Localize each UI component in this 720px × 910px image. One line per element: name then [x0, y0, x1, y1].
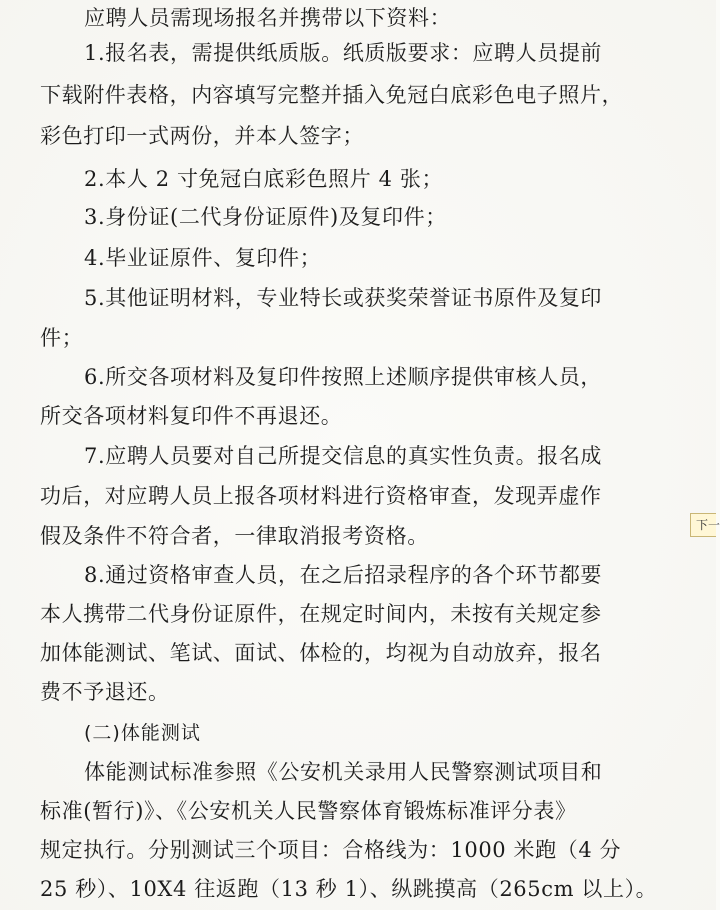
fitness-paragraph-line-3: 规定执行。分别测试三个项目：合格线为：1000 米跑（4 分 [40, 838, 622, 862]
item-7-line-3: 假及条件不符合者，一律取消报考资格。 [40, 524, 429, 548]
item-3: 3.身份证(二代身份证原件)及复印件； [84, 205, 447, 229]
item-6-line-2: 所交各项材料复印件不再退还。 [40, 404, 343, 428]
section-heading-fitness-test: (二)体能测试 [84, 722, 201, 744]
item-5-line-1: 5.其他证明材料，专业特长或获奖荣誉证书原件及复印 [84, 286, 603, 310]
item-7-line-2: 功后，对应聘人员上报各项材料进行资格审查，发现弄虚作 [40, 484, 602, 508]
fitness-paragraph-line-2: 标准(暂行)》、《公安机关人民警察体育锻炼标准评分表》 [40, 799, 577, 823]
item-1-line-3: 彩色打印一式两份，并本人签字； [40, 124, 364, 148]
item-8-line-2: 本人携带二代身份证原件，在规定时间内，未按有关规定参 [40, 602, 602, 626]
item-6-line-1: 6.所交各项材料及复印件按照上述顺序提供审核人员， [84, 365, 603, 389]
item-8-line-1: 8.通过资格审查人员，在之后招录程序的各个环节都要 [84, 563, 603, 587]
item-8-line-3: 加体能测试、笔试、面试、体检的，均视为自动放弃，报名 [40, 641, 602, 665]
item-4: 4.毕业证原件、复印件； [84, 246, 322, 270]
item-1-line-2: 下载附件表格，内容填写完整并插入免冠白底彩色电子照片， [40, 83, 624, 107]
next-page-tab[interactable]: 下一 [690, 513, 716, 537]
item-8-line-4: 费不予退还。 [40, 680, 170, 704]
intro-text: 应聘人员需现场报名并携带以下资料： [84, 6, 452, 30]
fitness-paragraph-line-4: 25 秒）、10X4 往返跑（13 秒 1）、纵跳摸高（265cm 以上）。 [40, 877, 658, 901]
item-5-line-2: 件； [40, 326, 84, 350]
item-2: 2.本人 2 寸免冠白底彩色照片 4 张； [84, 167, 444, 191]
fitness-paragraph-line-1: 体能测试标准参照《公安机关录用人民警察测试项目和 [84, 760, 603, 784]
item-1-line-1: 1.报名表，需提供纸质版。纸质版要求：应聘人员提前 [84, 41, 603, 65]
item-7-line-1: 7.应聘人员要对自己所提交信息的真实性负责。报名成 [84, 444, 603, 468]
